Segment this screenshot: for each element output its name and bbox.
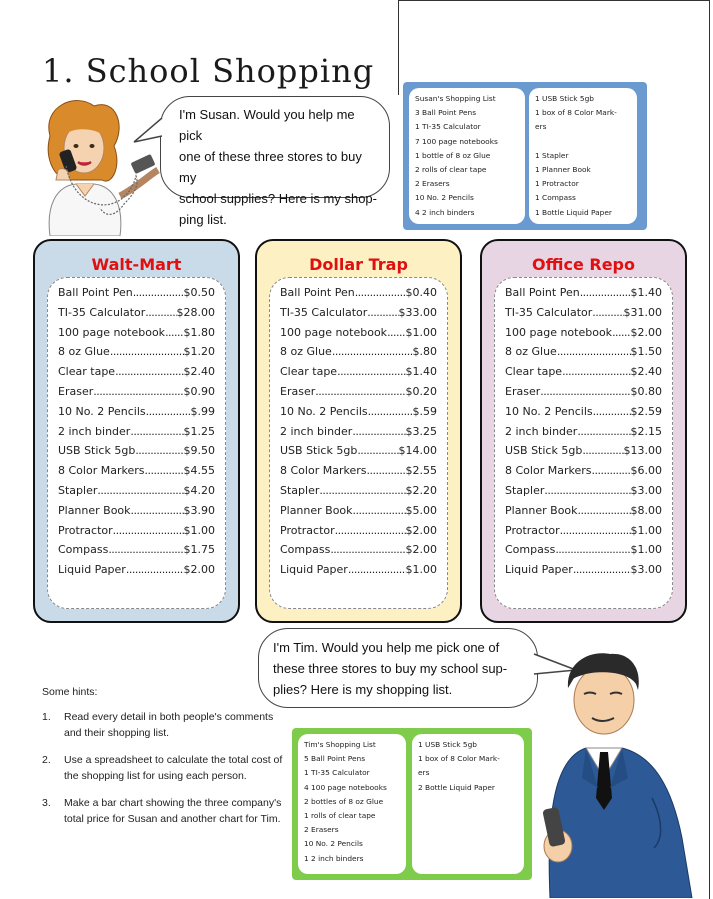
price-row: [505, 306, 662, 326]
item-name: Planner Book: [505, 503, 578, 517]
item-name: Eraser: [505, 384, 541, 398]
list-item: 10 No. 2 Pencils: [304, 839, 363, 849]
tim-list-right: [412, 734, 524, 874]
dot-leader: [330, 543, 405, 556]
list-item: 1 USB Stick 5gb: [418, 740, 477, 749]
speech-line: I'm Susan. Would you help me pick: [179, 107, 355, 143]
list-item: 4 2 inch binders: [415, 207, 475, 217]
price-row: [58, 425, 215, 445]
item-price: $28.00: [176, 305, 215, 319]
item-name: Stapler: [280, 483, 320, 497]
item-price: $1.80: [183, 325, 215, 339]
speech-line: I'm Tim. Would you help me pick one of: [273, 640, 500, 655]
list-item: 2 Erasers: [415, 179, 450, 189]
list-item: 1 box of 8 Color Mark-: [418, 754, 500, 764]
item-name: Clear tape: [58, 365, 116, 379]
item-price: $1.00: [630, 543, 662, 557]
price-row: [280, 326, 437, 346]
store-name: Walt-Mart: [91, 255, 182, 274]
price-row: [58, 543, 215, 563]
item-price: $0.40: [405, 286, 437, 299]
list-item: 5 Ball Point Pens: [304, 754, 366, 764]
item-name: Planner Book: [58, 503, 131, 517]
price-row: [505, 563, 662, 583]
store-card-office-repo: [480, 239, 687, 623]
list-item: 2 bottles of 8 oz Glue: [304, 796, 384, 806]
item-price: $.59: [412, 404, 437, 418]
price-row: [505, 504, 662, 524]
item-price: $0.80: [630, 384, 662, 398]
tim-list-left: [298, 734, 406, 874]
dot-leader: [319, 484, 405, 497]
dot-leader: [591, 464, 630, 477]
dot-leader: [135, 444, 183, 457]
item-price: $3.25: [405, 424, 437, 438]
item-name: Compass: [505, 543, 556, 557]
item-name: Ball Point Pen: [280, 286, 355, 299]
list-item: Tim's Shopping List: [304, 740, 376, 749]
item-name: 8 oz Glue: [58, 345, 110, 359]
item-name: 10 No. 2 Pencils: [58, 404, 146, 418]
item-price: $1.00: [630, 523, 662, 537]
top-border: [398, 0, 710, 1]
speech-line: school supplies? Here is my shop-: [179, 191, 377, 206]
list-item: 7 100 page notebooks: [415, 136, 498, 146]
price-row: [58, 345, 215, 365]
susan-list-left: [409, 88, 525, 224]
item-price: $8.00: [630, 503, 662, 517]
dot-leader: [110, 345, 184, 358]
item-price: $1.20: [183, 345, 215, 359]
speech-line: plies? Here is my shopping list.: [273, 682, 453, 697]
item-name: 10 No. 2 Pencils: [280, 404, 368, 418]
list-item: 2 rolls of clear tape: [415, 165, 487, 175]
list-item: 1 bottle of 8 oz Glue: [415, 150, 491, 160]
dot-leader: [130, 425, 183, 438]
price-row: [280, 345, 437, 365]
list-item: 10 No. 2 Pencils: [415, 193, 474, 203]
price-row: [58, 365, 215, 385]
list-item: 1 Planner Book: [535, 165, 591, 175]
price-row: [280, 543, 437, 563]
dot-leader: [366, 464, 405, 477]
dot-leader: [146, 405, 191, 418]
dot-leader: [165, 326, 183, 339]
dot-leader: [126, 563, 184, 576]
item-name: TI-35 Calculator: [58, 305, 146, 319]
dot-leader: [592, 306, 623, 319]
hint-number: 1.: [42, 711, 51, 723]
price-row: [505, 345, 662, 365]
page-title: 1. School Shopping: [42, 52, 375, 90]
price-row: [505, 286, 662, 306]
item-name: Planner Book: [280, 503, 353, 517]
item-name: Protractor: [280, 523, 335, 537]
item-name: Liquid Paper: [58, 563, 126, 577]
dot-leader: [557, 345, 631, 358]
item-name: TI-35 Calculator: [280, 305, 368, 319]
item-price: $1.00: [405, 325, 437, 339]
price-row: [58, 524, 215, 544]
dot-leader: [368, 405, 413, 418]
item-price: $1.40: [405, 365, 437, 379]
hint-item: [42, 709, 292, 741]
item-price: $13.00: [623, 444, 662, 458]
item-name: USB Stick 5gb: [280, 444, 358, 458]
dot-leader: [335, 524, 406, 537]
item-price: $3.90: [183, 503, 215, 517]
dot-leader: [352, 425, 405, 438]
dot-leader: [144, 464, 183, 477]
price-row: [58, 326, 215, 346]
susan-speech-bubble: [160, 96, 390, 227]
price-row: [58, 405, 215, 425]
item-name: 2 inch binder: [58, 424, 131, 438]
item-name: 8 Color Markers: [505, 464, 592, 478]
item-name: 100 page notebook: [280, 325, 388, 339]
dot-leader: [562, 365, 630, 378]
item-name: Ball Point Pen: [58, 286, 133, 299]
dot-leader: [573, 563, 631, 576]
list-item: 1 Protractor: [535, 179, 579, 189]
speech-line: one of these three stores to buy my: [179, 149, 362, 185]
speech-line: these three stores to buy my school sup-: [273, 661, 508, 676]
price-row: [505, 524, 662, 544]
item-name: Eraser: [58, 384, 94, 398]
item-price: $2.00: [405, 543, 437, 557]
price-row: [505, 444, 662, 464]
list-item: [535, 135, 631, 149]
list-item: 1 2 inch binders: [304, 853, 364, 863]
item-name: Liquid Paper: [280, 563, 348, 577]
item-price: $1.00: [183, 523, 215, 537]
list-item: 1 rolls of clear tape: [304, 811, 376, 821]
price-row: [505, 464, 662, 484]
item-price: $2.40: [183, 365, 215, 379]
price-list: [494, 277, 673, 609]
list-item: 1 TI-35 Calculator: [415, 122, 481, 132]
dot-leader: [332, 345, 413, 358]
price-row: [505, 385, 662, 405]
dot-leader: [560, 524, 631, 537]
price-row: [505, 405, 662, 425]
item-price: $2.00: [405, 523, 437, 537]
price-row: [280, 484, 437, 504]
hints-list: [42, 709, 292, 838]
dot-leader: [131, 504, 184, 517]
item-price: $2.15: [630, 424, 662, 438]
item-price: $3.00: [630, 483, 662, 497]
item-price: $1.75: [183, 543, 215, 557]
item-name: 8 oz Glue: [505, 345, 557, 359]
dot-leader: [582, 444, 623, 457]
price-row: [280, 504, 437, 524]
item-name: 100 page notebook: [505, 325, 613, 339]
price-row: [58, 464, 215, 484]
list-item: 4 100 page notebooks: [304, 782, 387, 792]
dot-leader: [580, 286, 631, 299]
item-price: $0.20: [405, 384, 437, 398]
item-price: $4.55: [183, 464, 215, 478]
store-card-walt-mart: [33, 239, 240, 623]
item-name: Compass: [280, 543, 331, 557]
dot-leader: [612, 326, 630, 339]
dot-leader: [555, 543, 630, 556]
item-name: 10 No. 2 Pencils: [505, 404, 593, 418]
title-divider: [398, 0, 399, 95]
price-row: [280, 365, 437, 385]
price-row: [505, 326, 662, 346]
tim-shopping-list: [292, 728, 532, 880]
item-name: Clear tape: [280, 365, 338, 379]
item-name: Clear tape: [505, 365, 563, 379]
store-card-dollar-trap: [255, 239, 462, 623]
price-row: [58, 504, 215, 524]
dot-leader: [133, 286, 184, 299]
item-price: $2.00: [630, 325, 662, 339]
susan-shopping-list: [403, 82, 647, 230]
item-price: $5.00: [405, 503, 437, 517]
item-name: Eraser: [280, 384, 316, 398]
item-price: $9.50: [183, 444, 215, 458]
dot-leader: [97, 484, 183, 497]
list-item: ers: [418, 768, 430, 778]
item-name: 100 page notebook: [58, 325, 166, 339]
item-name: 8 oz Glue: [280, 345, 332, 359]
dot-leader: [387, 326, 405, 339]
list-item: 1 Stapler: [535, 150, 569, 160]
list-item: 1 USB Stick 5gb: [535, 94, 594, 103]
item-price: $1.50: [630, 345, 662, 359]
list-item: 2 Bottle Liquid Paper: [418, 782, 495, 792]
price-list: [47, 277, 226, 609]
price-row: [58, 444, 215, 464]
dot-leader: [367, 306, 398, 319]
item-price: $2.40: [630, 365, 662, 379]
price-row: [280, 306, 437, 326]
price-row: [58, 563, 215, 583]
price-row: [280, 464, 437, 484]
dot-leader: [115, 365, 183, 378]
price-list: [269, 277, 448, 609]
item-price: $31.00: [623, 305, 662, 319]
list-item: Susan's Shopping List: [415, 94, 496, 103]
price-row: [58, 385, 215, 405]
price-row: [505, 484, 662, 504]
item-name: Liquid Paper: [505, 563, 573, 577]
dot-leader: [578, 504, 631, 517]
item-name: Stapler: [58, 483, 98, 497]
price-row: [58, 306, 215, 326]
dot-leader: [577, 425, 630, 438]
dot-leader: [348, 563, 406, 576]
list-item: 2 Erasers: [304, 825, 339, 835]
list-item: 1 Bottle Liquid Paper: [535, 207, 612, 217]
hint-text: Read every detail in both people's comments and their shopping list.: [64, 711, 274, 739]
list-item: 3 Ball Point Pens: [415, 108, 477, 118]
list-item: ers: [535, 122, 547, 132]
item-price: $1.25: [183, 424, 215, 438]
dot-leader: [540, 385, 630, 398]
price-row: [505, 425, 662, 445]
dot-leader: [353, 504, 406, 517]
price-row: [280, 405, 437, 425]
item-name: 2 inch binder: [280, 424, 353, 438]
speech-line: ping list.: [179, 212, 227, 227]
speech-bubble-tail: [132, 112, 164, 152]
man-with-phone-icon: [542, 648, 708, 898]
price-row: [280, 444, 437, 464]
hint-item: [42, 752, 292, 784]
hint-number: 3.: [42, 797, 51, 809]
dot-leader: [357, 444, 398, 457]
item-price: $6.00: [630, 464, 662, 478]
tim-speech-bubble: [258, 628, 538, 708]
price-row: [58, 484, 215, 504]
dot-leader: [108, 543, 183, 556]
list-item: 1 Compass: [535, 193, 576, 203]
susan-list-right: [529, 88, 637, 224]
item-price: $1.00: [405, 563, 437, 577]
item-price: $1.40: [630, 286, 662, 299]
dot-leader: [113, 524, 184, 537]
price-row: [505, 365, 662, 385]
item-name: Compass: [58, 543, 109, 557]
item-name: 8 Color Markers: [58, 464, 145, 478]
item-name: USB Stick 5gb: [58, 444, 136, 458]
item-price: $2.00: [183, 563, 215, 577]
dot-leader: [544, 484, 630, 497]
item-price: $3.00: [630, 563, 662, 577]
item-name: Protractor: [505, 523, 560, 537]
item-name: Protractor: [58, 523, 113, 537]
right-border: [709, 0, 710, 899]
store-name: Dollar Trap: [309, 255, 408, 274]
price-row: [280, 286, 437, 306]
dot-leader: [337, 365, 405, 378]
item-name: Ball Point Pen: [505, 286, 580, 299]
price-row: [505, 543, 662, 563]
item-price: $.80: [412, 345, 437, 359]
dot-leader: [355, 286, 406, 299]
item-name: Stapler: [505, 483, 545, 497]
dot-leader: [145, 306, 176, 319]
list-item: 1 box of 8 Color Mark-: [535, 108, 617, 118]
item-name: 8 Color Markers: [280, 464, 367, 478]
store-name: Office Repo: [532, 255, 635, 274]
hints-title: Some hints:: [42, 686, 98, 698]
hint-text: Use a spreadsheet to calculate the total cost of the shopping list for using each person.: [64, 754, 283, 782]
item-price: $0.90: [183, 384, 215, 398]
item-price: $4.20: [183, 483, 215, 497]
item-price: $33.00: [398, 305, 437, 319]
item-price: $0.50: [183, 286, 215, 299]
item-name: USB Stick 5gb: [505, 444, 583, 458]
dot-leader: [315, 385, 405, 398]
price-row: [58, 286, 215, 306]
list-item: 1 TI-35 Calculator: [304, 768, 370, 778]
item-price: $2.59: [630, 404, 662, 418]
hint-item: [42, 795, 292, 827]
item-price: $2.20: [405, 483, 437, 497]
item-price: $.99: [190, 404, 215, 418]
item-price: $2.55: [405, 464, 437, 478]
item-price: $14.00: [398, 444, 437, 458]
dot-leader: [593, 405, 631, 418]
item-name: 2 inch binder: [505, 424, 578, 438]
item-name: TI-35 Calculator: [505, 305, 593, 319]
price-row: [280, 385, 437, 405]
price-row: [280, 524, 437, 544]
hint-number: 2.: [42, 754, 51, 766]
price-row: [280, 425, 437, 445]
price-row: [280, 563, 437, 583]
dot-leader: [93, 385, 183, 398]
hint-text: Make a bar chart showing the three company's total price for Susan and another chart for Tim.: [64, 797, 282, 825]
